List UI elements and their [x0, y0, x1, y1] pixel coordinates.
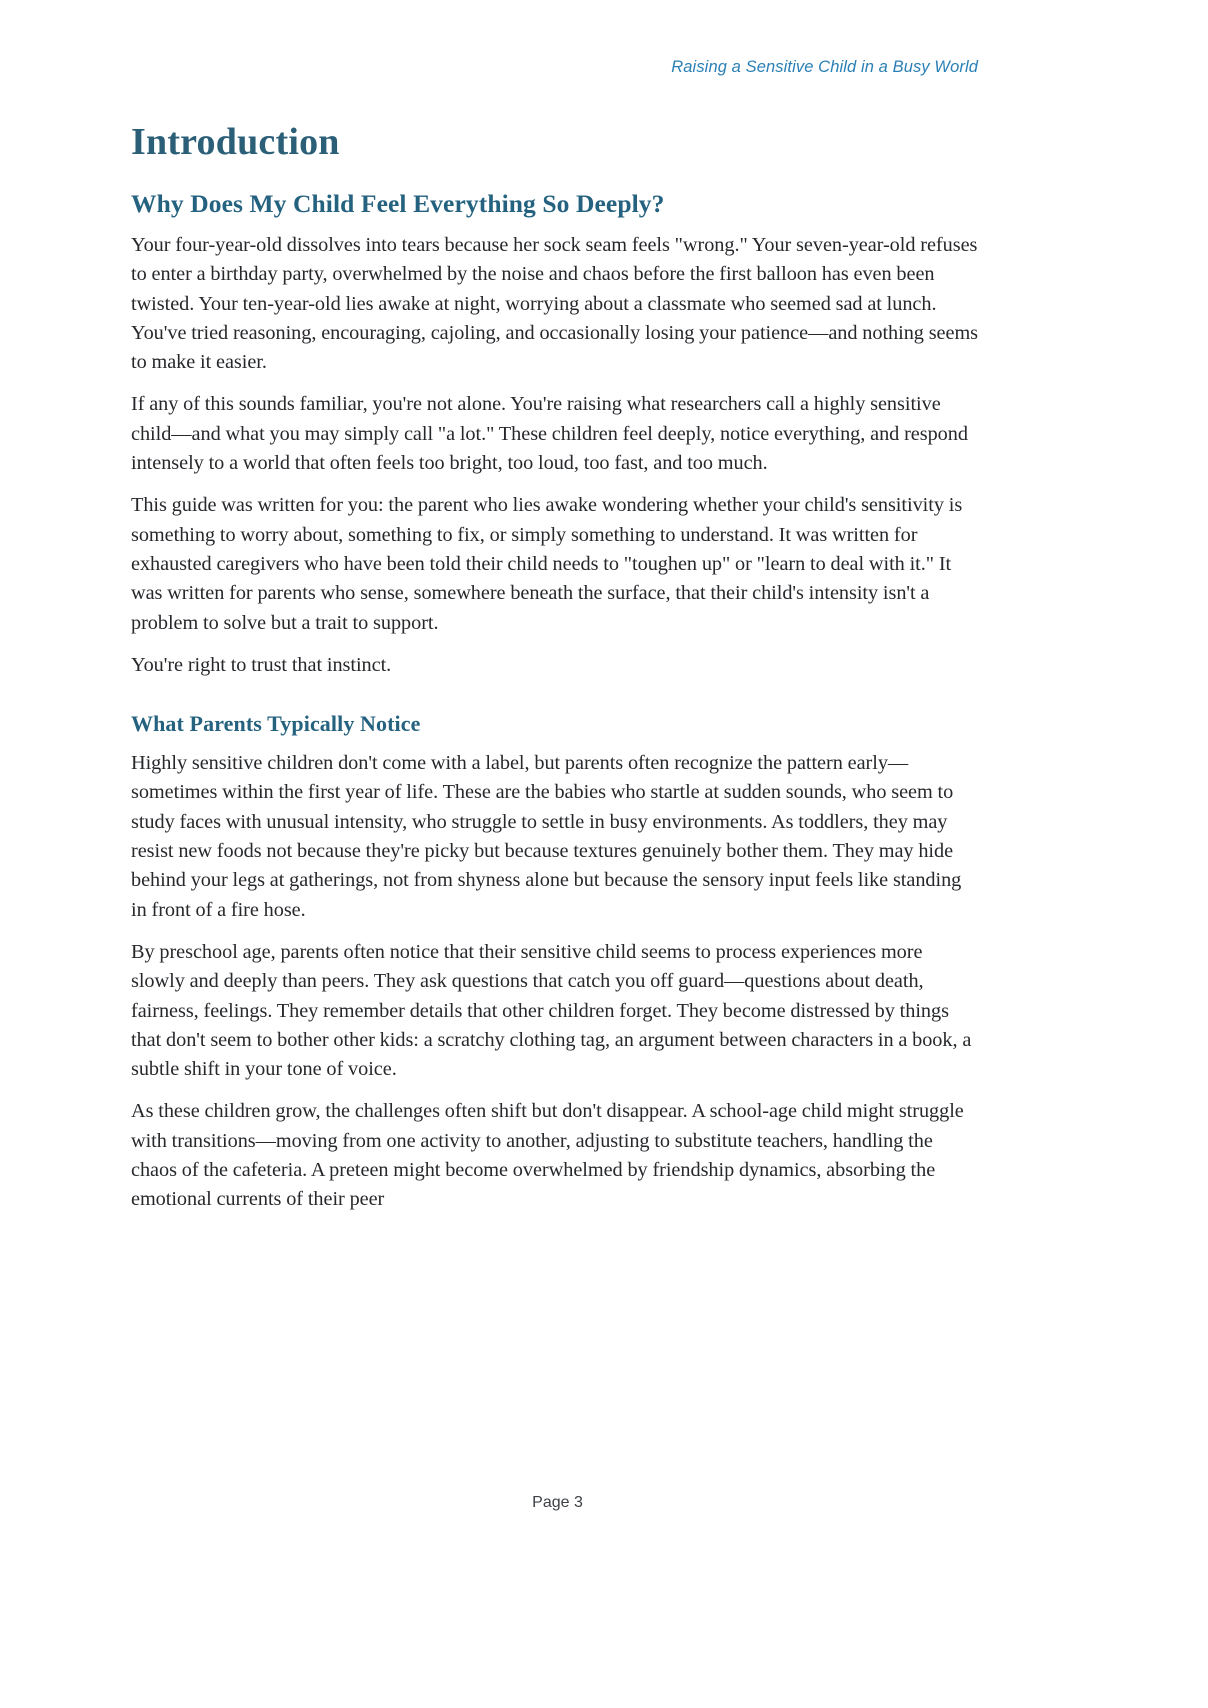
- paragraph: By preschool age, parents often notice that their sensitive child seems to process experiences more slowly and deeply than peers. They ask questions that catch you off guard—questions about death, fairness, feelings. They remember details that other children forget. They become distressed by things that don't seem to bother other kids: a scratchy clothing tag, an argument between characters in a book, a subtle shift in your tone of voice.: [131, 940, 972, 1081]
- page-number-footer: Page 3: [532, 1494, 583, 1511]
- paragraph: You're right to trust that instinct.: [131, 653, 392, 676]
- paragraph: This guide was written for you: the parent who lies awake wondering whether your child's sensitivity is something to worry about, something to fix, or simply something to understand. It was written for exhausted caregivers who have been told their child needs to "toughen up" or "learn to deal with it." It was written for parents who sense, somewhere beneath the surface, that their child's intensity isn't a problem to solve but a trait to support.: [131, 494, 963, 634]
- page-content: [131, 118, 980, 1215]
- running-header: Raising a Sensitive Child in a Busy World: [671, 58, 978, 76]
- paragraph: Highly sensitive children don't come with a label, but parents often recognize the pattern early—sometimes within the first year of life. These are the babies who startle at sudden sounds, who seem to study faces with unusual intensity, who struggle to settle in busy environments. As toddlers, they may resist new foods not because they're picky but because textures genuinely bother them. They may hide behind your legs at gatherings, not from shyness alone but because the sensory input feels like standing in front of a fire hose.: [131, 752, 962, 921]
- section-heading-what-parents-typically-notice: What Parents Typically Notice: [131, 711, 421, 737]
- paragraph: If any of this sounds familiar, you're not alone. You're raising what researchers call a highly sensitive child—and what you may simply call "a lot." These children feel deeply, notice everything, and respond intensely to a world that often feels too bright, too loud, too fast, and too much.: [131, 393, 968, 475]
- paragraph: As these children grow, the challenges often shift but don't disappear. A school-age child might struggle with transitions—moving from one activity to another, adjusting to substitute teachers, handling the chaos of the cafeteria. A preteen might become overwhelmed by friendship dynamics, absorbing the emotional currents of their peer: [131, 1100, 964, 1211]
- paragraph: Your four-year-old dissolves into tears because her sock seam feels "wrong." Your seven-year-old refuses to enter a birthday party, overwhelmed by the noise and chaos before the first balloon has even been twisted. Your ten-year-old lies awake at night, worrying about a classmate who seemed sad at lunch. You've tried reasoning, encouraging, cajoling, and occasionally losing your patience—and nothing seems to make it easier.: [131, 234, 979, 374]
- section-heading-why-does-my-child-feel-everything-so-deeply: Why Does My Child Feel Everything So Deeply?: [131, 189, 665, 218]
- page-title: Introduction: [131, 121, 340, 163]
